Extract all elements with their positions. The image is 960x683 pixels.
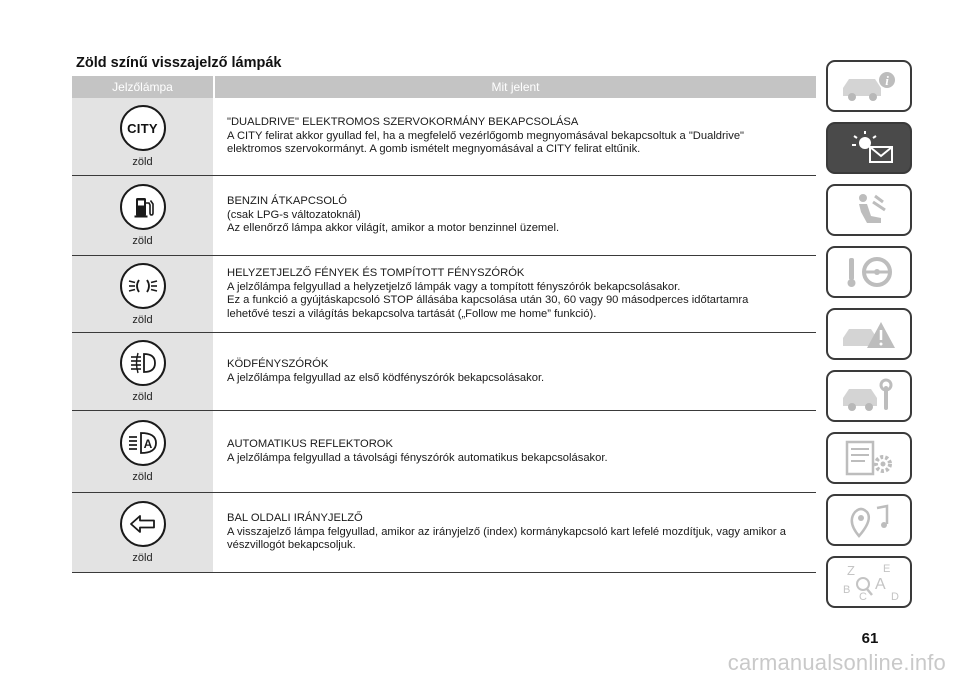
page-title: Zöld színű visszajelző lámpák	[76, 55, 282, 71]
table-row	[72, 493, 816, 573]
indicator-cell	[72, 256, 213, 332]
city-icon	[120, 105, 166, 151]
seat-airbag-icon[interactable]	[826, 184, 912, 236]
page-number: 61	[861, 630, 879, 647]
table-row	[72, 411, 816, 493]
description-title: BAL OLDALI IRÁNYJELZŐ	[227, 512, 363, 525]
description-cell	[213, 176, 816, 255]
description-cell	[213, 411, 816, 492]
description-cell	[213, 98, 816, 175]
color-label: zöld	[132, 391, 153, 403]
key-steering-wheel-icon[interactable]	[826, 246, 912, 298]
color-label: zöld	[132, 552, 153, 564]
color-label: zöld	[132, 156, 153, 168]
description-line: elektromos szervokormányt. A gomb ismételt megnyomásával a CITY felirat eltűnik.	[227, 143, 641, 156]
description-line: lehetővé teszi a világítás bekapcsolva tartását („Follow me home” funkció).	[227, 307, 597, 320]
color-label: zöld	[132, 471, 153, 483]
alphabetical-index-icon[interactable]	[826, 556, 912, 608]
description-title: BENZIN ÁTKAPCSOLÓ	[227, 195, 347, 208]
index-letter: E	[883, 563, 891, 575]
header-meaning: Mit jelent	[213, 76, 816, 98]
svg-text:A: A	[143, 437, 152, 451]
table-row	[72, 333, 816, 411]
description-line: Az ellenőrző lámpa akkor világít, amikor a motor benzinnel üzemel.	[227, 222, 560, 235]
description-cell	[213, 256, 816, 332]
indicator-cell	[72, 411, 213, 492]
car-info-icon[interactable]	[826, 60, 912, 112]
description-cell	[213, 333, 816, 410]
color-label: zöld	[132, 235, 153, 247]
table-row	[72, 176, 816, 256]
city-icon-label: CITY	[127, 120, 158, 136]
auto-headlight-icon	[120, 420, 166, 466]
indicator-cell	[72, 176, 213, 255]
index-letter: Z	[847, 563, 855, 578]
svg-text:i: i	[885, 73, 889, 88]
fuel-pump-icon	[120, 184, 166, 230]
description-cell	[213, 493, 816, 572]
description-line: A CITY felirat akkor gyullad fel, ha a megfelelő vezérlőgomb megnyomásával bekapcsoltuk a "Dualdrive"	[227, 129, 745, 142]
indicator-cell	[72, 493, 213, 572]
description-title: "DUALDRIVE" ELEKTROMOS SZERVOKORMÁNY BEKAPCSOLÁSA	[227, 116, 579, 129]
left-turn-arrow-icon	[120, 501, 166, 547]
table-header	[72, 76, 816, 98]
specs-gear-icon[interactable]	[826, 432, 912, 484]
description-title: AUTOMATIKUS REFLEKTOROK	[227, 438, 393, 450]
index-letter: D	[891, 591, 899, 603]
table-row	[72, 256, 816, 333]
indicator-cell	[72, 333, 213, 410]
description-line: A jelzőlámpa felgyullad a távolsági fényszórók automatikus bekapcsolásakor.	[227, 451, 608, 464]
indicator-cell	[72, 98, 213, 175]
table-row	[72, 98, 816, 176]
description-line: vészvillogót bekapcsoljuk.	[227, 539, 356, 552]
position-lights-icon	[120, 263, 166, 309]
color-label: zöld	[132, 313, 153, 326]
car-wrench-icon[interactable]	[826, 370, 912, 422]
description-title: HELYZETJELZŐ FÉNYEK ÉS TOMPÍTOTT FÉNYSZÓRÓK	[227, 267, 525, 279]
front-fog-light-icon	[120, 340, 166, 386]
indicator-table	[72, 76, 816, 573]
multimedia-icon[interactable]	[826, 494, 912, 546]
watermark: carmanualsonline.info	[727, 650, 946, 675]
index-letter: B	[843, 584, 851, 596]
index-letter: C	[859, 591, 867, 603]
description-line: A visszajelző lámpa felgyullad, amikor az irányjelző (index) kormánykapcsoló kart lefelé mozdítjuk, vagy amikor a	[227, 525, 786, 538]
index-letter: A	[875, 576, 886, 593]
description-line: Ez a funkció a gyújtáskapcsoló STOP állásába kapcsolása után 30, 60 vagy 90 másodperces időtartamra	[227, 294, 749, 306]
warning-light-message-icon[interactable]	[826, 122, 912, 174]
description-title: KÖDFÉNYSZÓRÓK	[227, 358, 329, 370]
description-line: A jelzőlámpa felgyullad a helyzetjelző lámpák vagy a tompított fényszórók bekapcsolásakor.	[227, 280, 681, 293]
car-breakdown-icon[interactable]	[826, 308, 912, 360]
header-indicator: Jelzőlámpa	[112, 80, 173, 94]
description-line: (csak LPG-s változatoknál)	[227, 208, 361, 221]
description-line: A jelzőlámpa felgyullad az első ködfényszórók bekapcsolásakor.	[227, 371, 545, 384]
